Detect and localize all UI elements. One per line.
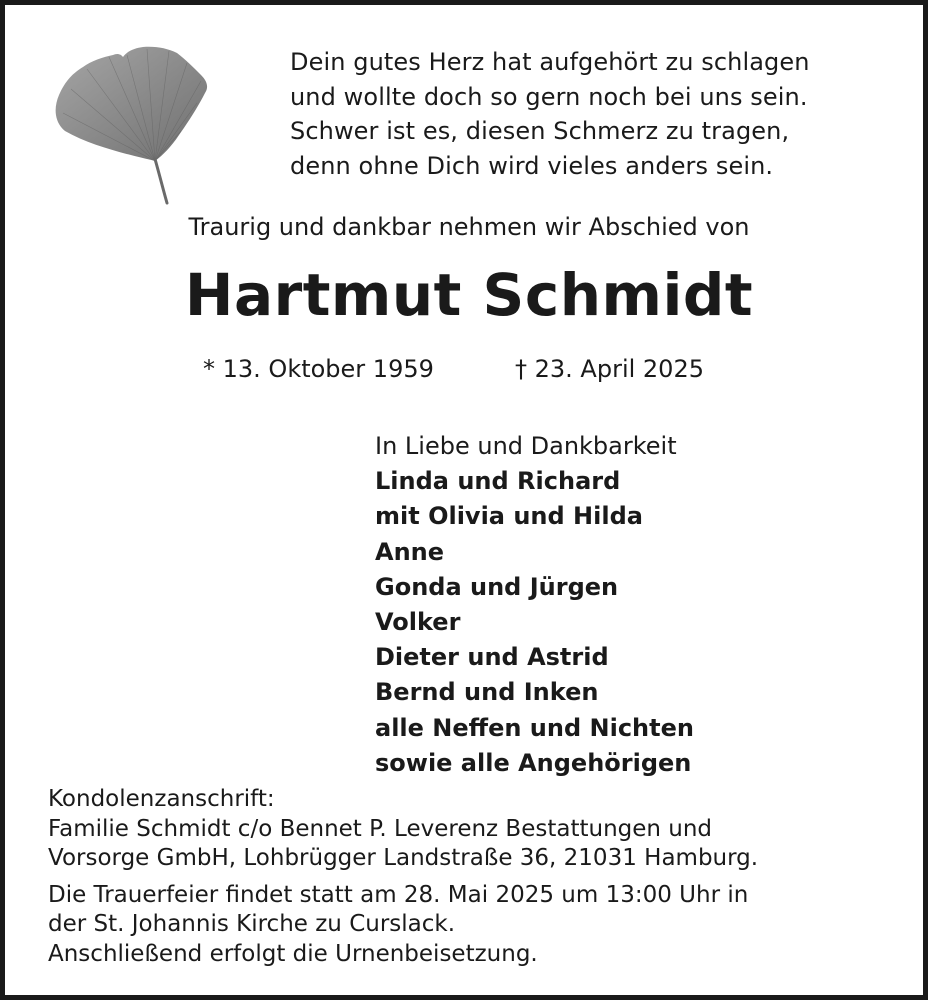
poem-line: denn ohne Dich wird vieles anders sein.: [290, 151, 774, 180]
mourner-entry: mit Olivia und Hilda: [375, 502, 643, 531]
ceremony-line: Anschließend erfolgt die Urnenbeisetzung.: [48, 940, 538, 967]
notice-details: [48, 785, 758, 969]
mourner-entry: alle Neffen und Nichten: [375, 713, 694, 742]
birth-date: * 13. Oktober 1959: [203, 355, 434, 383]
mourner-entry: Bernd und Inken: [375, 678, 599, 707]
mourner-entry: Linda und Richard: [375, 467, 621, 496]
mourner-entry: Anne: [375, 537, 445, 566]
deceased-name: Hartmut Schmidt: [184, 261, 754, 329]
mourner-entry: Gonda und Jürgen: [375, 572, 619, 601]
condolence-label: Kondolenzanschrift:: [48, 786, 275, 812]
mourners-heading: In Liebe und Dankbarkeit: [375, 432, 677, 460]
death-date: † 23. April 2025: [515, 355, 704, 383]
poem: [290, 45, 810, 183]
condolence-address-line: Vorsorge GmbH, Lohbrügger Landstraße 36, 21031 Hamburg.: [48, 845, 759, 871]
poem-line: Schwer ist es, diesen Schmerz zu tragen,: [290, 117, 790, 145]
mourner-entry: sowie alle Angehörigen: [375, 748, 692, 777]
farewell-intro: Traurig und dankbar nehmen wir Abschied von: [188, 213, 750, 241]
mourners-list: [375, 429, 694, 781]
ceremony-line: der St. Johannis Kirche zu Curslack.: [48, 911, 456, 937]
mourner-entry: Volker: [375, 608, 461, 637]
poem-line: Dein gutes Herz hat aufgehört zu schlagen: [290, 48, 810, 76]
poem-line: und wollte doch so gern noch bei uns sein.: [290, 82, 808, 111]
ceremony-line: Die Trauerfeier findet statt am 28. Mai 2025 um 13:00 Uhr in: [48, 881, 749, 908]
ginkgo-leaf-icon: [51, 43, 216, 205]
condolence-address-line: Familie Schmidt c/o Bennet P. Leverenz Bestattungen und: [48, 815, 713, 842]
mourner-entry: Dieter und Astrid: [375, 643, 609, 672]
